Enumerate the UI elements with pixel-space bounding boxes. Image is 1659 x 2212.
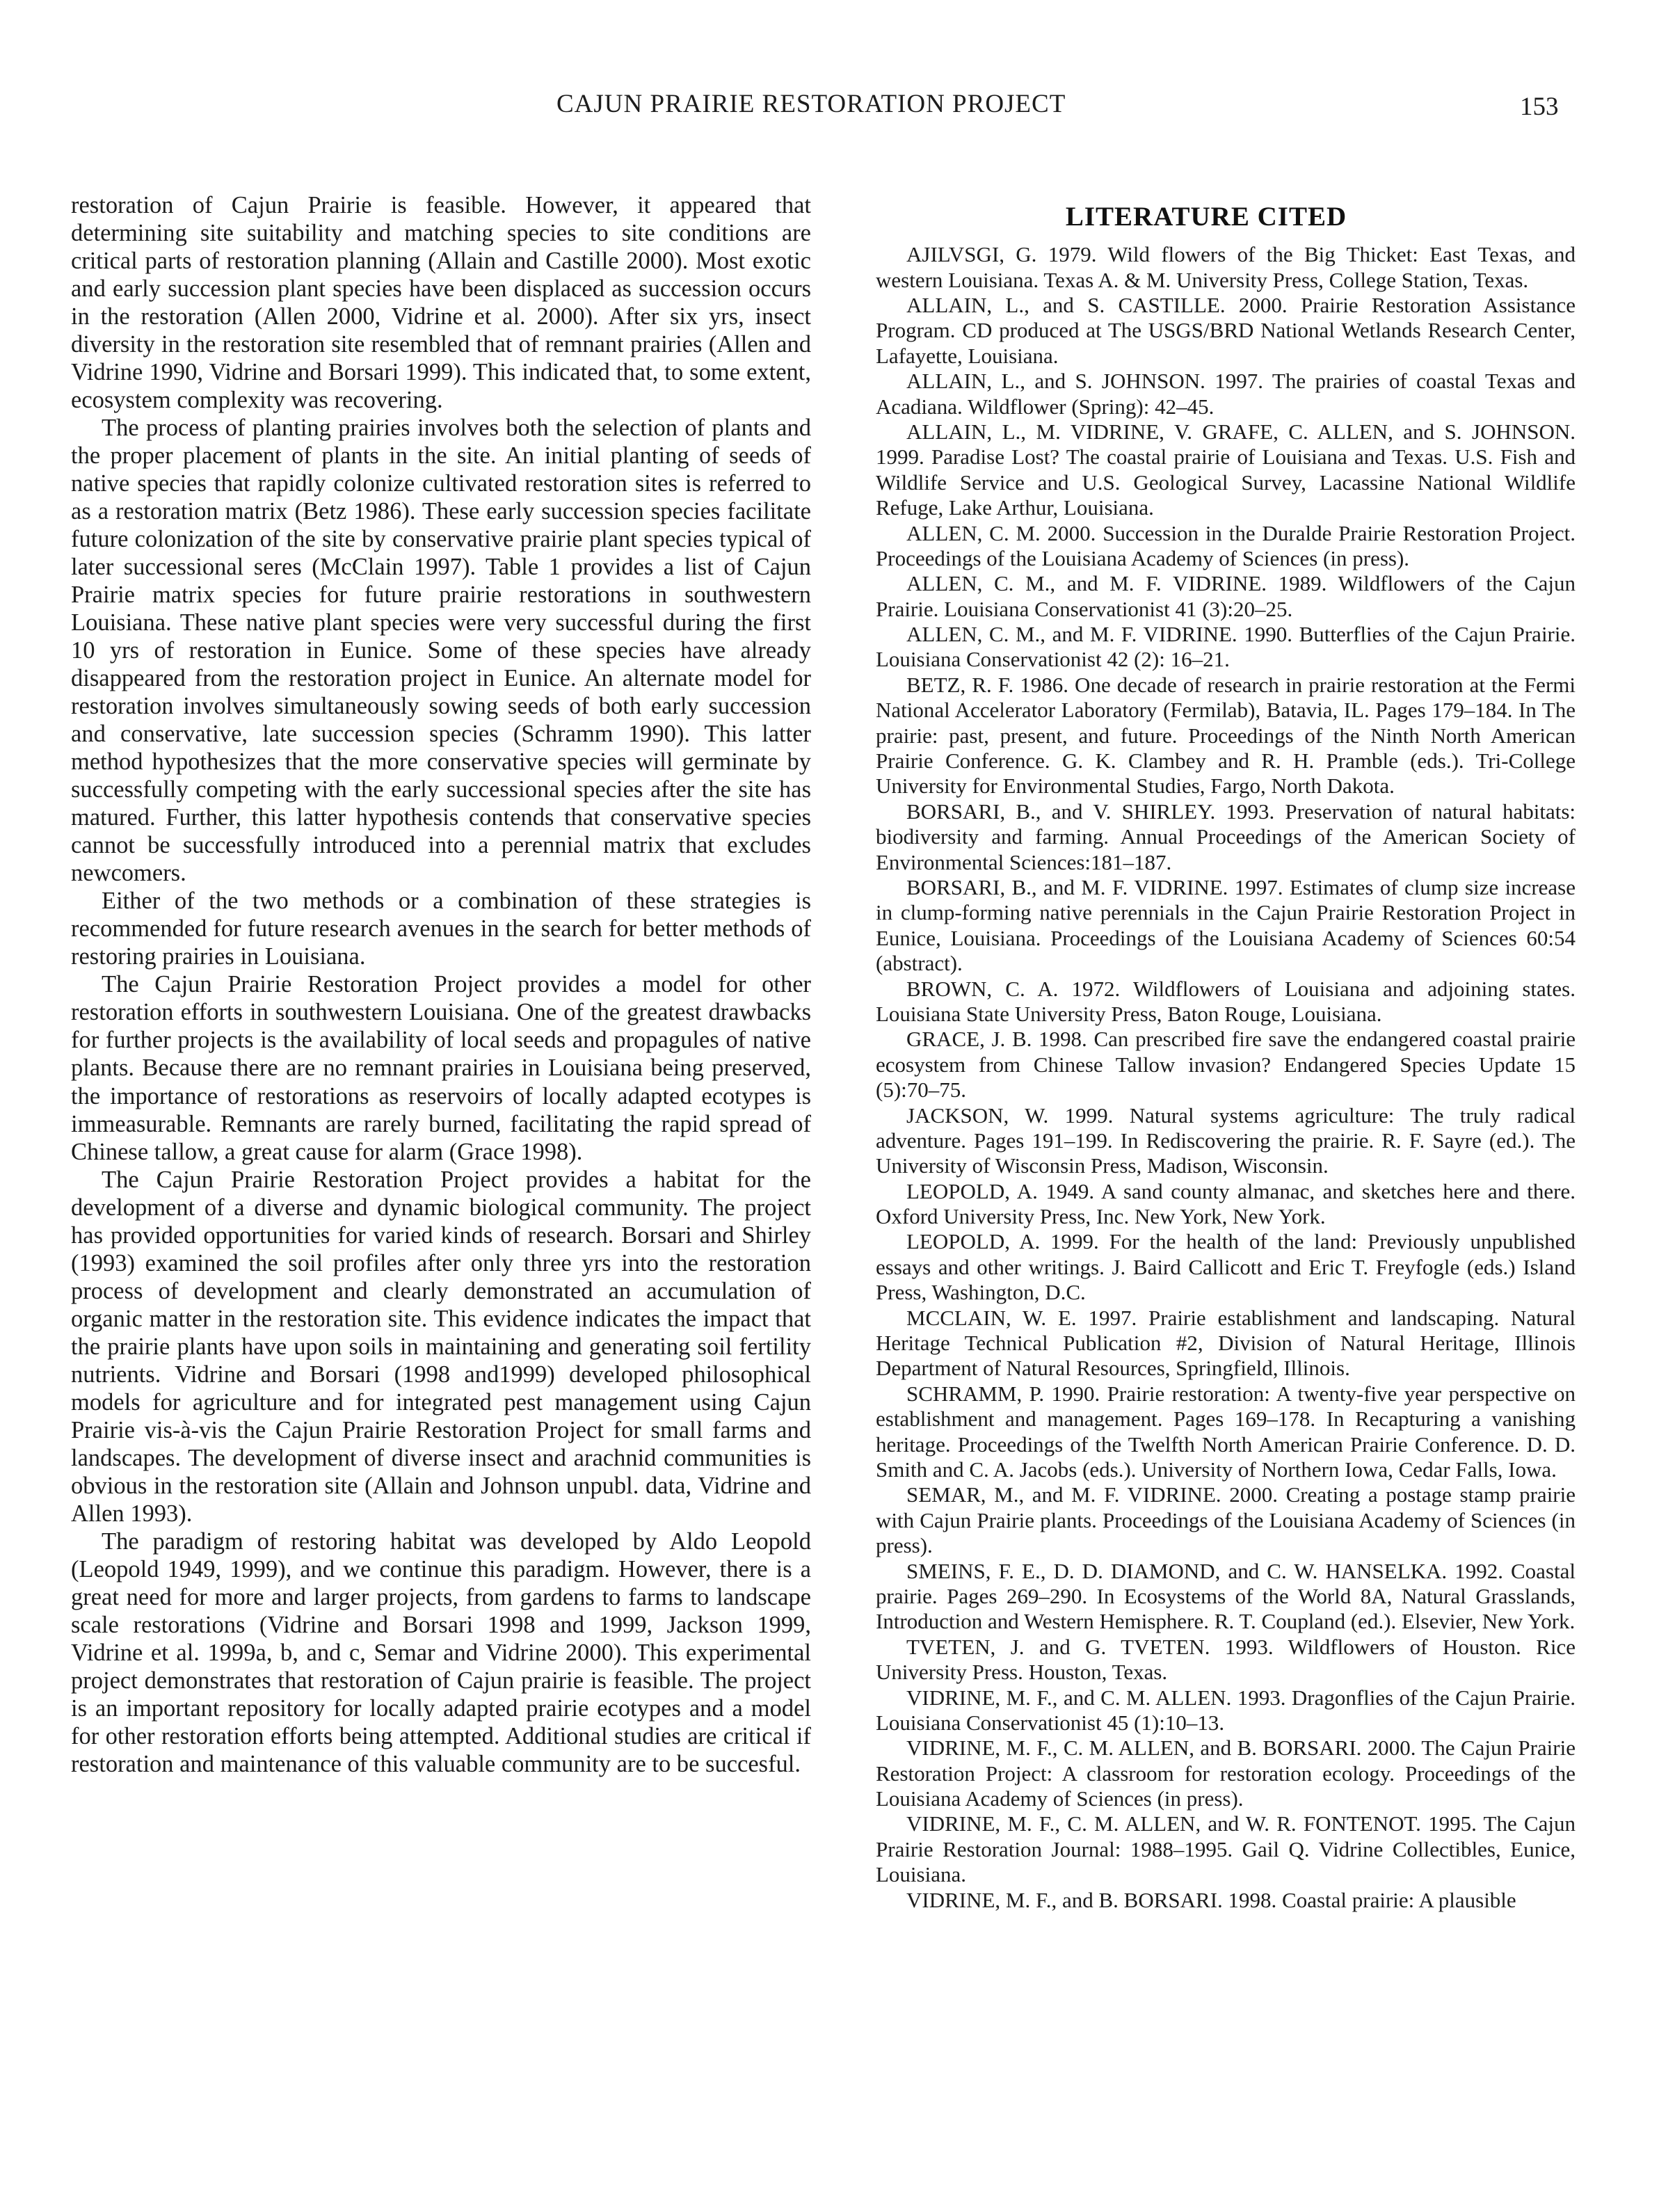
reference-entry: MCCLAIN, W. E. 1997. Prairie establishment and landscaping. Natural Heritage Technical Publication #2, Division of Natural Heritage, Illinois Department of Natural Resources, Springfield, Illinois. [876, 1305, 1576, 1381]
reference-entry: ALLEN, C. M., and M. F. VIDRINE. 1989. Wildflowers of the Cajun Prairie. Louisiana Conservationist 41 (3):20–25. [876, 571, 1576, 621]
reference-entry: ALLEN, C. M., and M. F. VIDRINE. 1990. Butterflies of the Cajun Prairie. Louisiana Conservationist 42 (2): 16–21. [876, 622, 1576, 672]
running-header [0, 89, 1659, 131]
reference-entry: AJILVSGI, G. 1979. Wild flowers of the Big Thicket: East Texas, and western Louisiana. Texas A. & M. University Press, College Station, Texas. [876, 242, 1576, 292]
body-paragraph: The Cajun Prairie Restoration Project provides a habitat for the development of a diverse and dynamic biological community. The project has provided opportunities for varied kinds of research. Borsari and Shirley (1993) examined the soil profiles after only three yrs into the restoration process of development and clearly demonstrated an accumulation of organic matter in the restoration site. This evidence indicates the impact that the prairie plants have upon soils in maintaining and generating soil fertility nutrients. Vidrine and Borsari (1998 and1999) developed philosophical models for agriculture and for integrated pest management using Cajun Prairie vis-à-vis the Cajun Prairie Restoration Project for small farms and landscapes. The development of diverse insect and arachnid communities is obvious in the restoration site (Allain and Johnson unpubl. data, Vidrine and Allen 1993). [71, 1166, 811, 1527]
page-number: 153 [1520, 93, 1559, 121]
reference-entry: SEMAR, M., and M. F. VIDRINE. 2000. Creating a postage stamp prairie with Cajun Prairie plants. Proceedings of the Louisiana Academy of Sciences (in press). [876, 1482, 1576, 1558]
reference-entry: VIDRINE, M. F., and B. BORSARI. 1998. Coastal prairie: A plausible [906, 1887, 1516, 1912]
reference-entry: BROWN, C. A. 1972. Wildflowers of Louisiana and adjoining states. Louisiana State University Press, Baton Rouge, Louisiana. [876, 976, 1576, 1026]
reference-entry: LEOPOLD, A. 1949. A sand county almanac, and sketches here and there. Oxford University Press, Inc. New York, New York. [876, 1178, 1576, 1229]
body-paragraph: restoration of Cajun Prairie is feasible. However, it appeared that determining site suitability and matching species to site conditions are critical parts of restoration planning (Allain and Castille 2000). Most exotic and early succession plant species have been displaced as succession occurs in the restoration (Allen 2000, Vidrine et al. 2000). After six yrs, insect diversity in the restoration site resembled that of remnant prairies (Allen and Vidrine 1990, Vidrine and Borsari 1999). This indicated that, to some extent, ecosystem complexity was recovering. [71, 192, 811, 414]
reference-entry: ALLAIN, L., M. VIDRINE, V. GRAFE, C. ALLEN, and S. JOHNSON. 1999. Paradise Lost? The coastal prairie of Louisiana and Texas. U.S. Fish and Wildlife Service and U.S. Geological Survey, Lacassine National Wildlife Refuge, Lake Arthur, Louisiana. [876, 419, 1576, 520]
reference-entry: SMEINS, F. E., D. D. DIAMOND, and C. W. HANSELKA. 1992. Coastal prairie. Pages 269–290. In Ecosystems of the World 8A, Natural Grasslands, Introduction and Western Hemisphere. R. T. Coupland (ed.). Elsevier, New York. [876, 1558, 1576, 1634]
body-paragraph: The paradigm of restoring habitat was developed by Aldo Leopold (Leopold 1949, 1999), and we continue this paradigm. However, there is a great need for more and larger projects, from gardens to farms to landscape scale restorations (Vidrine and Borsari 1998 and 1999, Jackson 1999, Vidrine et al. 1999a, b, and c, Semar and Vidrine 2000). This experimental project demonstrates that restoration of Cajun prairie is feasible. The project is an important repository for locally adapted prairie ecotypes and a model for other restoration efforts being attempted. Additional studies are critical if restoration and maintenance of this valuable community are to be succesful. [71, 1528, 811, 1777]
reference-entry: VIDRINE, M. F., C. M. ALLEN, and B. BORSARI. 2000. The Cajun Prairie Restoration Project: A classroom for restoration ecology. Proceedings of the Louisiana Academy of Sciences (in press). [876, 1736, 1576, 1811]
body-paragraph: The Cajun Prairie Restoration Project provides a model for other restoration efforts in southwestern Louisiana. One of the greatest drawbacks for further projects is the availability of local seeds and propagules of native plants. Because there are no remnant prairies in Louisiana being preserved, the importance of restorations as reservoirs of locally adapted ecotypes is immeasurable. Remnants are rarely burned, facilitating the rapid spread of Chinese tallow, a great cause for alarm (Grace 1998). [71, 971, 811, 1165]
reference-entry: LEOPOLD, A. 1999. For the health of the land: Previously unpublished essays and other writings. J. Baird Callicott and Eric T. Freyfogle (eds.) Island Press, Washington, D.C. [876, 1229, 1576, 1305]
reference-entry: JACKSON, W. 1999. Natural systems agriculture: The truly radical adventure. Pages 191–199. In Rediscovering the prairie. R. F. Sayre (ed.). The University of Wisconsin Press, Madison, Wisconsin. [876, 1103, 1576, 1178]
reference-entry: SCHRAMM, P. 1990. Prairie restoration: A twenty-five year perspective on establishment and management. Pages 169–178. In Recapturing a vanishing heritage. Proceedings of the Twelfth North American Prairie Conference. D. D. Smith and C. A. Jacobs (eds.). University of Northern Iowa, Cedar Falls, Iowa. [876, 1381, 1576, 1482]
reference-entry: ALLAIN, L., and S. JOHNSON. 1997. The prairies of coastal Texas and Acadiana. Wildflower (Spring): 42–45. [876, 369, 1576, 419]
right-column [837, 191, 1576, 1913]
reference-entry: VIDRINE, M. F., C. M. ALLEN, and W. R. FONTENOT. 1995. The Cajun Prairie Restoration Journal: 1988–1995. Gail Q. Vidrine Collectibles, Eunice, Louisiana. [876, 1811, 1576, 1887]
running-title: CAJUN PRAIRIE RESTORATION PROJECT [556, 90, 1066, 118]
reference-entry: TVETEN, J. and G. TVETEN. 1993. Wildflowers of Houston. Rice University Press. Houston, Texas. [876, 1634, 1576, 1685]
reference-entry: ALLAIN, L., and S. CASTILLE. 2000. Prairie Restoration Assistance Program. CD produced at The USGS/BRD National Wetlands Research Center, Lafayette, Louisiana. [876, 293, 1576, 368]
reference-entry: VIDRINE, M. F., and C. M. ALLEN. 1993. Dragonflies of the Cajun Prairie. Louisiana Conservationist 45 (1):10–13. [876, 1685, 1576, 1735]
literature-cited-heading: LITERATURE CITED [1065, 202, 1347, 232]
reference-entry: BETZ, R. F. 1986. One decade of research in prairie restoration at the Fermi National Accelerator Laboratory (Fermilab), Batavia, IL. Pages 179–184. In The prairie: past, present, and future. Proceedings of the Ninth North American Prairie Conference. G. K. Clambey and R. H. Pramble (eds.). Tri-College University for Environmental Studies, Fargo, North Dakota. [876, 672, 1576, 799]
body-paragraph: Either of the two methods or a combination of these strategies is recommended for future research avenues in the search for better methods of restoring prairies in Louisiana. [71, 888, 811, 970]
reference-entry: BORSARI, B., and V. SHIRLEY. 1993. Preservation of natural habitats: biodiversity and farming. Annual Proceedings of the American Society of Environmental Sciences:181–187. [876, 799, 1576, 874]
reference-entry: GRACE, J. B. 1998. Can prescribed fire save the endangered coastal prairie ecosystem from Chinese Tallow invasion? Endangered Species Update 15 (5):70–75. [876, 1027, 1576, 1103]
body-paragraph: The process of planting prairies involves both the selection of plants and the proper placement of plants in the site. An initial planting of seeds of native species that rapidly colonize cultivated restoration sites is referred to as a restoration matrix (Betz 1986). These early succession species facilitate future colonization of the site by conservative prairie plant species typical of later successional seres (McClain 1997). Table 1 provides a list of Cajun Prairie matrix species for future prairie restorations in southwestern Louisiana. These native plant species were very successful during the first 10 yrs of restoration in Eunice. Some of these species have already disappeared from the restoration project in Eunice. An alternate model for restoration involves simultaneously sowing seeds of both early succession and conservative, late succession species (Schramm 1990). This latter method hypothesizes that the more conservative species will germinate by successfully competing with the early successional species after the site has matured. Further, this latter hypothesis contends that conservative species cannot be successfully introduced into a perennial matrix that excludes newcomers. [71, 415, 811, 887]
left-column [71, 191, 811, 1778]
reference-entry: ALLEN, C. M. 2000. Succession in the Duralde Prairie Restoration Project. Proceedings of the Louisiana Academy of Sciences (in press). [876, 520, 1576, 570]
reference-entry: BORSARI, B., and M. F. VIDRINE. 1997. Estimates of clump size increase in clump-forming native perennials in the Cajun Prairie Restoration Project in Eunice, Louisiana. Proceedings of the Louisiana Academy of Sciences 60:54 (abstract). [876, 875, 1576, 976]
